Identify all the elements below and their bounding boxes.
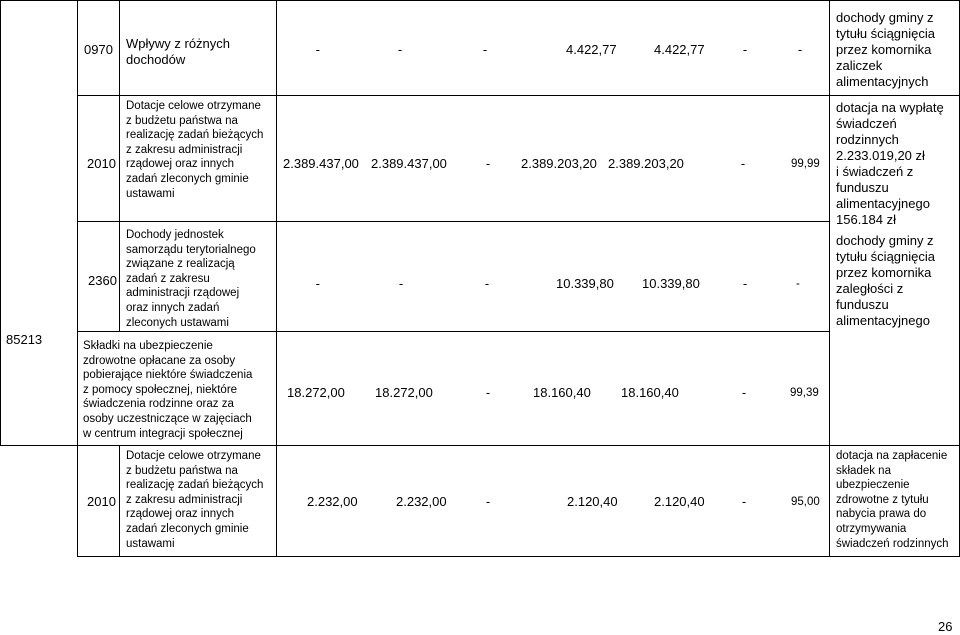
value-plan-after: 18.272,00	[375, 385, 433, 400]
table-col-rule	[119, 445, 120, 557]
value-plan: 18.272,00	[287, 385, 345, 400]
table-rule	[77, 221, 830, 222]
table-col-rule	[829, 0, 830, 557]
value-plan: 2.389.437,00	[283, 156, 359, 171]
value-executed-total: 10.339,80	[642, 276, 700, 291]
row-note: dochody gminy z tytułu ściągnięcia przez komornika zaległości z funduszu alimentacyjnego	[836, 233, 935, 328]
value-change: -	[485, 494, 491, 509]
value-executed-total: 2.120,40	[654, 494, 705, 509]
value-executed: 18.160,40	[533, 385, 591, 400]
value-change: -	[485, 156, 491, 171]
row-description: Dotacje celowe otrzymane z budżetu państwa na realizację zadań bieżących z zakresu administracji rządowej oraz innych zadań zleconych gminie ustawami	[126, 450, 264, 550]
table-rule	[77, 331, 830, 332]
row-description: Dochody jednostek samorządu terytorialnego związane z realizacją zadań z zakresu administracji rządowej oraz innych zadań zleconych ustawami	[126, 229, 256, 329]
row-note: dotacja na zapłacenie składek na ubezpieczenie zdrowotne z tytułu nabycia prawa do otrzymywania świadczeń rodzinnych	[836, 450, 949, 550]
value-plan-after: 2.232,00	[396, 494, 447, 509]
table-border-left	[0, 0, 1, 446]
par-code: 2010	[87, 494, 116, 509]
row-description: Wpływy z różnych dochodów	[126, 36, 231, 67]
table-rule	[77, 95, 960, 96]
value-executed-total: 4.422,77	[654, 42, 705, 57]
value-percent: -	[796, 278, 800, 290]
value-executed: 2.389.203,20	[521, 156, 597, 171]
table-border-bottom	[77, 556, 960, 557]
value-plan-after: 2.389.437,00	[371, 156, 447, 171]
par-code: 2360	[88, 273, 117, 288]
par-code: 0970	[84, 42, 113, 57]
table-col-rule	[77, 0, 78, 557]
value-arrears: -	[742, 42, 748, 57]
value-arrears: -	[741, 385, 747, 400]
value-executed-total: 18.160,40	[621, 385, 679, 400]
value-plan-after: -	[398, 276, 404, 291]
value-plan: 2.232,00	[307, 494, 358, 509]
table-col-rule	[276, 0, 277, 557]
table-border-top-left	[0, 0, 77, 1]
value-plan: -	[315, 276, 320, 291]
value-executed: 2.120,40	[567, 494, 618, 509]
value-change: -	[485, 385, 491, 400]
value-executed: 4.422,77	[566, 42, 617, 57]
value-percent: -	[797, 42, 803, 57]
value-arrears: -	[742, 276, 748, 291]
row-description: Składki na ubezpieczenie zdrowotne opłacane za osoby pobierające niektóre świadczenia z pomocy społecznej, niektóre świadczenia rodzinne oraz za osoby uczestniczące w zajęciach w centrum integracji społecznej	[83, 340, 253, 440]
table-border-top	[77, 0, 960, 1]
row-description: Dotacje celowe otrzymane z budżetu państwa na realizację zadań bieżących z zakresu administracji rządowej oraz innych zadań zleconych gminie ustawami	[126, 100, 264, 200]
value-percent: 95,00	[791, 496, 820, 508]
value-executed: 10.339,80	[556, 276, 614, 291]
table-rule	[0, 445, 960, 446]
page-number: 26	[938, 619, 953, 634]
value-executed-total: 2.389.203,20	[608, 156, 684, 171]
par-code: 2010	[87, 156, 116, 171]
row-note: dochody gminy z tytułu ściągnięcia przez komornika zaliczek alimentacyjnych	[836, 10, 935, 89]
value-change: -	[484, 276, 490, 291]
value-plan-after: -	[397, 42, 403, 57]
value-percent: 99,99	[791, 158, 820, 170]
table-col-rule	[119, 0, 120, 332]
row-note: dotacja na wypłatę świadczeń rodzinnych 2.233.019,20 zł i świadczeń z funduszu alimentacyjnego 156.184 zł	[836, 100, 944, 227]
value-change: -	[482, 42, 488, 57]
value-percent: 99,39	[790, 387, 819, 399]
value-arrears: -	[741, 494, 747, 509]
section-code: 85213	[6, 332, 43, 347]
value-arrears: -	[740, 156, 746, 171]
value-plan: -	[315, 42, 320, 57]
